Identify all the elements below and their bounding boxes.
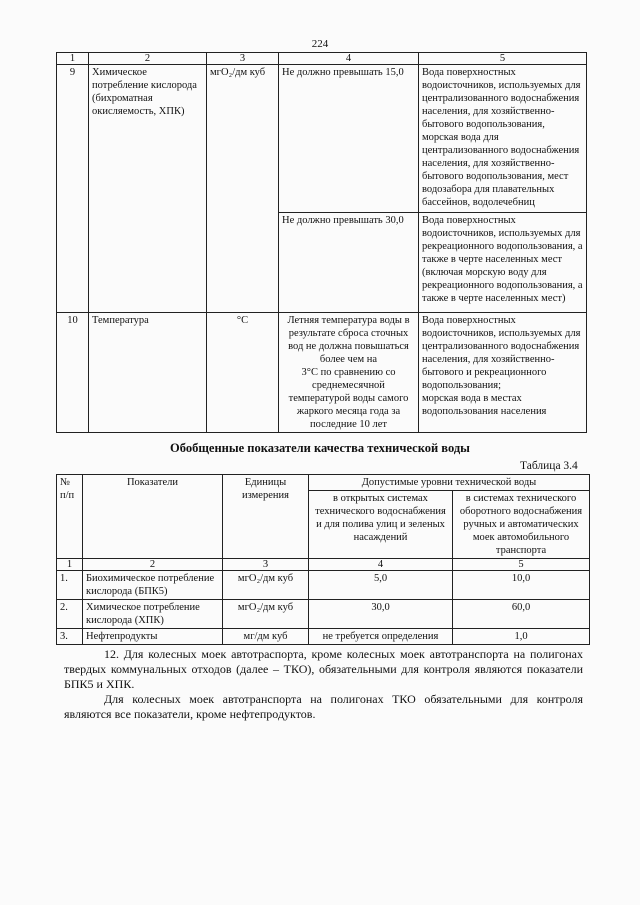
row-number: 9 (57, 65, 89, 313)
column-number: 2 (83, 559, 223, 571)
open-system-value: 5,0 (309, 571, 453, 600)
column-number: 4 (309, 559, 453, 571)
indicator-name: Нефтепродукты (83, 629, 223, 645)
row-number: 10 (57, 313, 89, 433)
table-row (57, 313, 587, 433)
header-open-systems: в открытых системах технического водоснабжения и для полива улиц и зеленых насаждений (309, 491, 453, 559)
paragraph-continuation: Для колесных моек автотранспорта на полигонах ТКО обязательными для контроля являются все показатели, кроме нефтепродуктов. (64, 692, 583, 721)
column-number: 2 (89, 53, 207, 65)
closed-system-value: 60,0 (453, 600, 590, 629)
unit: мгО₂/дм куб (223, 571, 309, 600)
column-number: 5 (453, 559, 590, 571)
column-number: 4 (279, 53, 419, 65)
water-description: Вода поверхностных водоисточников, используемых для централизованного водоснабжения населения, для хозяйственно-бытового и рекреационного водопользования; морская вода в местах водопользования населения (419, 313, 587, 433)
header-levels: Допустимые уровни технической воды (309, 475, 590, 491)
water-description: Вода поверхностных водоисточников, используемых для рекреационного водопользования, а также в черте населенных мест (включая морскую воду для рекреационного водопользования, а также в черте населенных мест) (419, 213, 587, 313)
unit: °С (207, 313, 279, 433)
table-label: Таблица 3.4 (520, 460, 578, 472)
limit-value: Не должно превышать 15,0 (279, 65, 419, 213)
table-row (57, 571, 590, 600)
open-system-value: не требуется определения (309, 629, 453, 645)
header-row (57, 475, 590, 491)
table-row (57, 629, 590, 645)
page-number: 224 (311, 38, 329, 50)
row-number: 2. (57, 600, 83, 629)
column-number-row (57, 53, 587, 65)
column-number: 1 (57, 559, 83, 571)
indicator-name: Биохимическое потребление кислорода (БПК5) (83, 571, 223, 600)
header-unit: Единицы измерения (223, 475, 309, 559)
closed-system-value: 1,0 (453, 629, 590, 645)
indicator-name: Химическое потребление кислорода (ХПК) (83, 600, 223, 629)
column-number: 5 (419, 53, 587, 65)
section-title: Обобщенные показатели качества технической воды (170, 441, 470, 455)
column-number: 3 (207, 53, 279, 65)
indicator-name: Химическое потребление кислорода (бихроматная окисляемость, ХПК) (89, 65, 207, 313)
water-description: Вода поверхностных водоисточников, используемых для централизованного водоснабжения населения, для хозяйственно-бытового водопользования, морская вода для централизованного водоснабжения населения, для хозяйственно-бытового водопользования, мест водозабора для плавательных бассейнов, водолечебниц (419, 65, 587, 213)
row-number: 3. (57, 629, 83, 645)
open-system-value: 30,0 (309, 600, 453, 629)
indicator-name: Температура (89, 313, 207, 433)
limit-value: Летняя температура воды в результате сброса сточных вод не должна повышаться более чем на 3°С по сравнению со среднемесячной температурой воды самого жаркого месяца года за последние 10 лет (279, 313, 419, 433)
table-row (57, 65, 587, 213)
water-quality-table-continued (56, 52, 587, 433)
column-number: 1 (57, 53, 89, 65)
unit: мгО₂/дм куб (207, 65, 279, 313)
unit: мгО₂/дм куб (223, 600, 309, 629)
table-row (57, 600, 590, 629)
technical-water-table (56, 474, 590, 645)
header-indicator: Показатели (83, 475, 223, 559)
column-number: 3 (223, 559, 309, 571)
closed-system-value: 10,0 (453, 571, 590, 600)
unit: мг/дм куб (223, 629, 309, 645)
row-number: 1. (57, 571, 83, 600)
paragraph-12: 12. Для колесных моек автотраспорта, кроме колесных моек автотранспорта на полигонах твердых коммунальных отходов (далее – ТКО), обязательными для контроля являются показатели БПК5 и ХПК. (64, 647, 583, 691)
header-number: № п/п (57, 475, 83, 559)
column-number-row (57, 559, 590, 571)
header-closed-systems: в системах технического оборотного водоснабжения ручных и автоматических моек автомобильного транспорта (453, 491, 590, 559)
limit-value: Не должно превышать 30,0 (279, 213, 419, 313)
